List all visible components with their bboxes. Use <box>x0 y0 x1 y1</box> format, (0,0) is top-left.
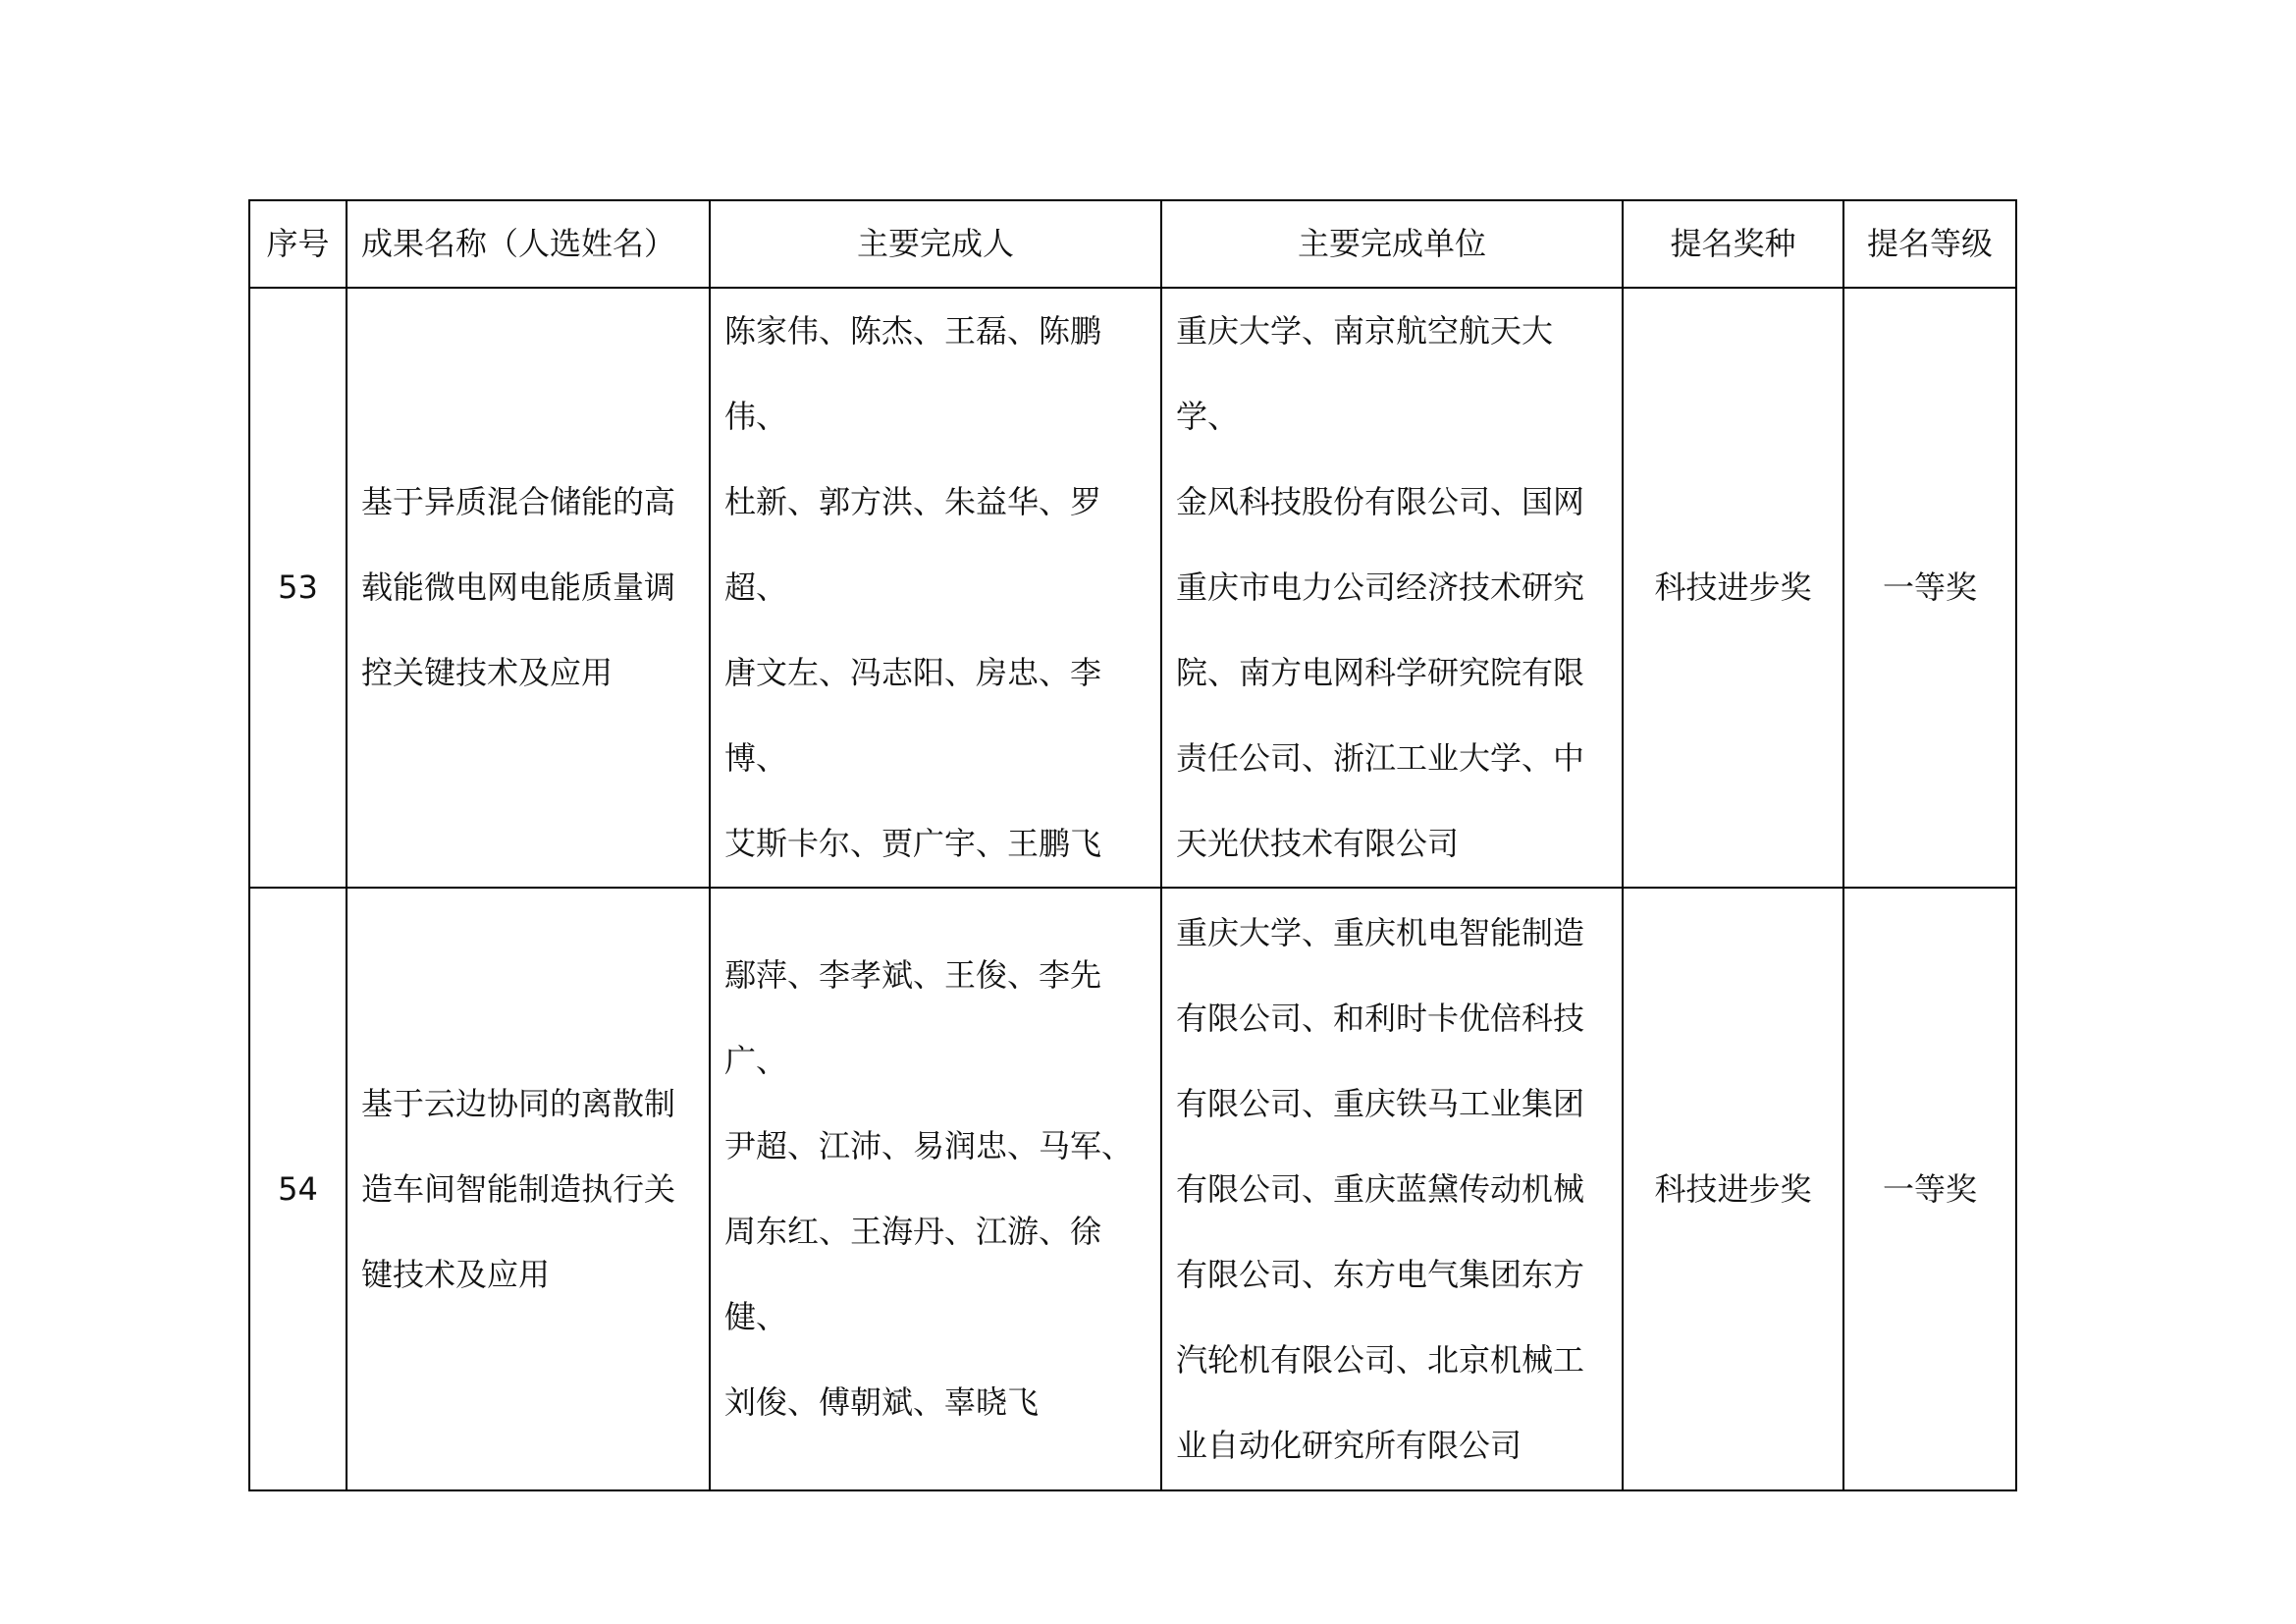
awards-table <box>248 199 2017 1491</box>
cell-people: 陈家伟、陈杰、王磊、陈鹏伟、 杜新、郭方洪、朱益华、罗超、 唐文左、冯志阳、房忠、李博、 艾斯卡尔、贾广宇、王鹏飞 <box>710 288 1161 888</box>
header-seq: 序号 <box>249 200 347 288</box>
header-people: 主要完成人 <box>710 200 1161 288</box>
cell-seq: 54 <box>249 888 347 1490</box>
table-row <box>249 288 2016 888</box>
cell-award-type: 科技进步奖 <box>1623 288 1843 888</box>
header-units: 主要完成单位 <box>1161 200 1623 288</box>
cell-name: 基于异质混合储能的高 载能微电网电能质量调 控关键技术及应用 <box>347 288 710 888</box>
table-row <box>249 888 2016 1490</box>
cell-seq: 53 <box>249 288 347 888</box>
header-name: 成果名称（人选姓名） <box>347 200 710 288</box>
cell-people: 鄢萍、李孝斌、王俊、李先广、 尹超、江沛、易润忠、马军、 周东红、王海丹、江游、徐健、 刘俊、傅朝斌、辜晓飞 <box>710 888 1161 1490</box>
header-row <box>249 200 2016 288</box>
cell-award-level: 一等奖 <box>1843 888 2016 1490</box>
header-award-type: 提名奖种 <box>1623 200 1843 288</box>
cell-award-level: 一等奖 <box>1843 288 2016 888</box>
header-award-level: 提名等级 <box>1843 200 2016 288</box>
cell-name: 基于云边协同的离散制 造车间智能制造执行关 键技术及应用 <box>347 888 710 1490</box>
cell-units: 重庆大学、重庆机电智能制造 有限公司、和利时卡优倍科技 有限公司、重庆铁马工业集团 有限公司、重庆蓝黛传动机械 有限公司、东方电气集团东方 汽轮机有限公司、北京机械工 业自动化研究所有限公司 <box>1161 888 1623 1490</box>
cell-award-type: 科技进步奖 <box>1623 888 1843 1490</box>
cell-units: 重庆大学、南京航空航天大学、 金风科技股份有限公司、国网 重庆市电力公司经济技术研究 院、南方电网科学研究院有限 责任公司、浙江工业大学、中 天光伏技术有限公司 <box>1161 288 1623 888</box>
